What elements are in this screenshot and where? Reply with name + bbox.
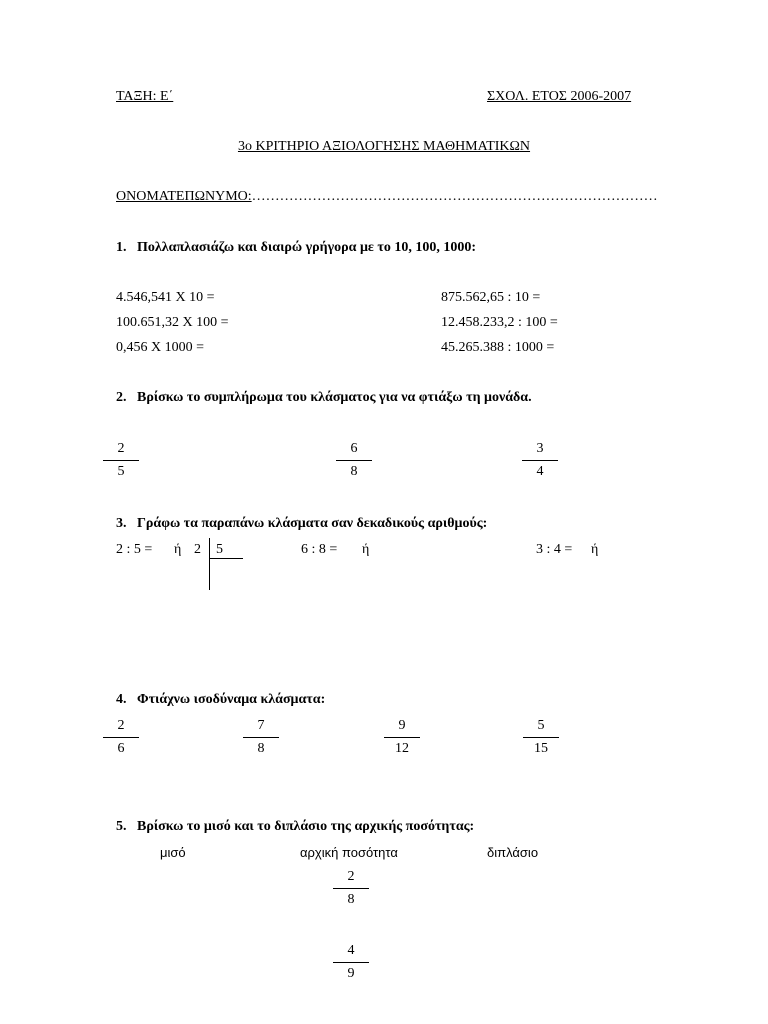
question-number: 4. (116, 692, 127, 707)
denominator: 8 (350, 464, 358, 479)
fraction-bar (333, 962, 369, 963)
denominator: 12 (395, 741, 409, 756)
name-line (116, 189, 658, 205)
numerator: 2 (117, 718, 125, 733)
question-text: Φτιάχνω ισοδύναμα κλάσματα: (137, 692, 326, 707)
class-label: ΤΑΞΗ: Ε΄ (116, 89, 174, 104)
fraction-bar (333, 888, 369, 889)
q3-division-label: 2 : 5 = (116, 542, 153, 557)
numerator: 2 (347, 869, 355, 884)
fraction-bar (384, 737, 420, 738)
fraction (523, 718, 559, 758)
question-5-heading (116, 819, 474, 835)
name-label: ΟΝΟΜΑΤΕΠΩΝΥΜΟ: (116, 189, 252, 204)
question-3-heading (116, 516, 487, 532)
denominator: 8 (347, 892, 355, 907)
fraction (336, 441, 372, 481)
fraction (243, 718, 279, 758)
numerator: 6 (350, 441, 358, 456)
fraction (103, 441, 139, 481)
fraction (103, 718, 139, 758)
division-horizontal-line (209, 558, 243, 559)
numerator: 4 (347, 943, 355, 958)
question-text: Βρίσκω το συμπλήρωμα του κλάσματος για να φτιάξω τη μονάδα. (137, 390, 532, 405)
q3-or-label: ή (591, 542, 599, 557)
fraction-bar (103, 737, 139, 738)
fraction (333, 869, 369, 909)
question-4-heading (116, 692, 325, 708)
numerator: 3 (536, 441, 544, 456)
fraction-bar (522, 460, 558, 461)
denominator: 8 (257, 741, 265, 756)
question-number: 2. (116, 390, 127, 405)
page-title: 3ο ΚΡΙΤΗΡΙΟ ΑΞΙΟΛΟΓΗΣΗΣ ΜΑΘΗΜΑΤΙΚΩΝ (237, 139, 531, 154)
question-text: Γράφω τα παραπάνω κλάσματα σαν δεκαδικούς αριθμούς: (137, 516, 488, 531)
denominator: 6 (117, 741, 125, 756)
fraction-bar (523, 737, 559, 738)
denominator: 9 (347, 966, 355, 981)
fraction-bar (243, 737, 279, 738)
fraction (522, 441, 558, 481)
q3-or-label: ή (174, 542, 182, 557)
q3-or-label: ή (362, 542, 370, 557)
name-dots: …………………………………………………………………………… (251, 189, 658, 204)
q1-exercise: 4.546,541 Χ 10 = (116, 290, 215, 305)
question-2-heading (116, 390, 532, 406)
question-number: 5. (116, 819, 127, 834)
q3-division-label: 3 : 4 = (536, 542, 573, 557)
column-label-half: μισό (160, 845, 186, 860)
numerator: 7 (257, 718, 265, 733)
numerator: 5 (537, 718, 545, 733)
school-year: ΣΧΟΛ. ΕΤΟΣ 2006-2007 (487, 89, 632, 104)
denominator: 15 (534, 741, 548, 756)
q1-exercise: 45.265.388 : 1000 = (441, 340, 555, 355)
fraction-bar (336, 460, 372, 461)
question-number: 1. (116, 240, 127, 255)
denominator: 4 (536, 464, 544, 479)
division-dividend: 2 (194, 542, 201, 557)
q1-exercise: 12.458.233,2 : 100 = (441, 315, 558, 330)
question-text: Πολλαπλασιάζω και διαιρώ γρήγορα με το 10, 100, 1000: (137, 240, 477, 255)
denominator: 5 (117, 464, 125, 479)
q1-exercise: 0,456 Χ 1000 = (116, 340, 205, 355)
column-label-double: διπλάσιο (487, 845, 539, 860)
question-number: 3. (116, 516, 127, 531)
fraction (384, 718, 420, 758)
division-vertical-line (209, 538, 210, 590)
q1-exercise: 100.651,32 Χ 100 = (116, 315, 229, 330)
question-text: Βρίσκω το μισό και το διπλάσιο της αρχικής ποσότητας: (137, 819, 475, 834)
division-divisor: 5 (216, 542, 223, 557)
fraction-bar (103, 460, 139, 461)
fraction (333, 943, 369, 983)
question-1-heading (116, 240, 476, 256)
q3-division-label: 6 : 8 = (301, 542, 338, 557)
numerator: 2 (117, 441, 125, 456)
column-label-original: αρχική ποσότητα (300, 845, 398, 860)
q1-exercise: 875.562,65 : 10 = (441, 290, 541, 305)
numerator: 9 (398, 718, 406, 733)
